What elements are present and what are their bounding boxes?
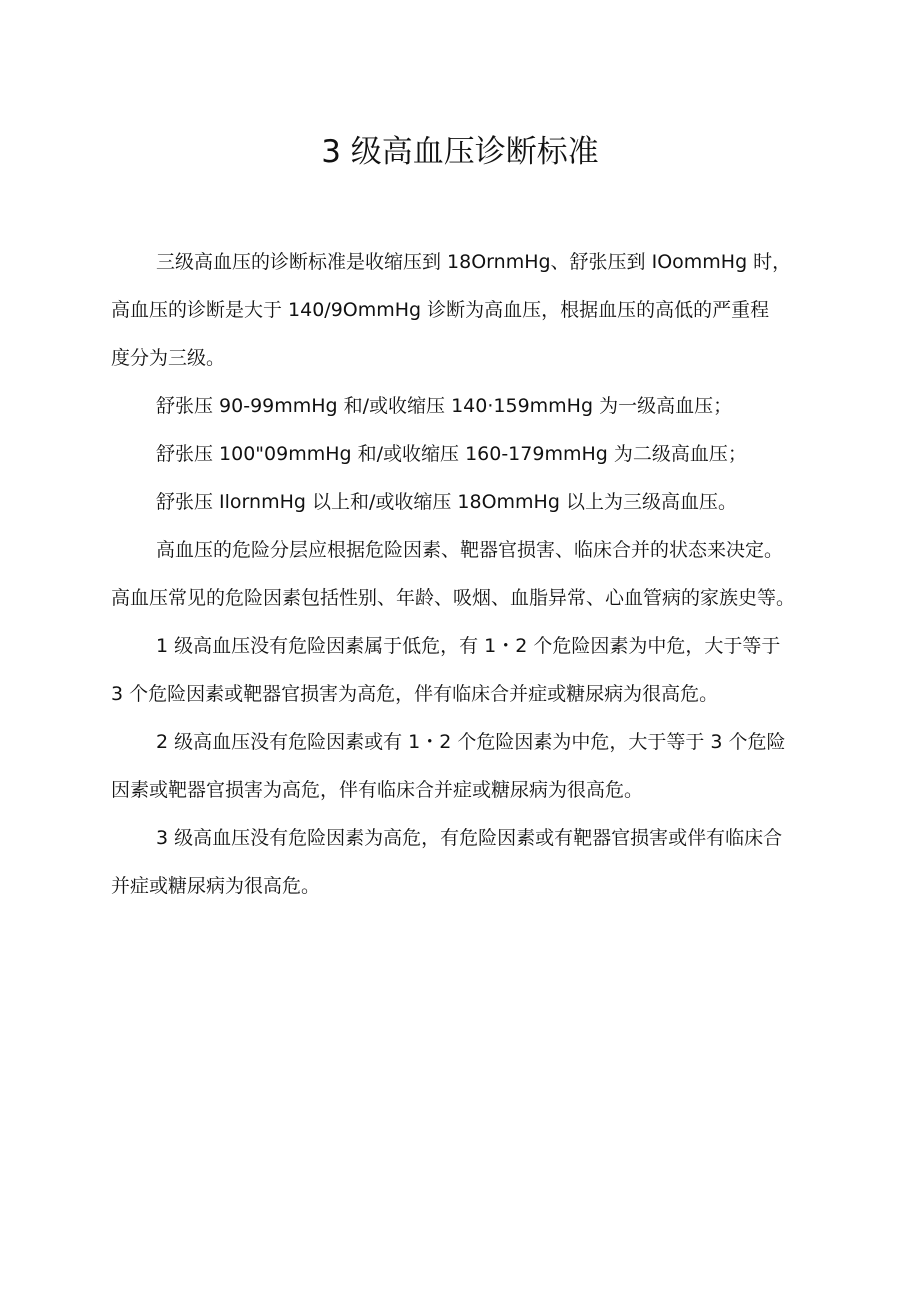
paragraph-line: 1 级高血压没有危险因素属于低危，有 1・2 个危险因素为中危，大于等于 — [156, 635, 781, 657]
paragraph-line: 舒张压 90-99mmHg 和/或收缩压 140·159mmHg 为一级高血压； — [156, 395, 733, 417]
paragraph-line: 3 级高血压没有危险因素为高危，有危险因素或有靶器官损害或伴有临床合 — [156, 827, 783, 849]
paragraph-line: 并症或糖尿病为很高危。 — [111, 875, 321, 897]
paragraph-risk-stratification — [111, 526, 811, 622]
paragraph-grade-3-risk — [111, 814, 811, 910]
paragraph-line: 三级高血压的诊断标准是收缩压到 18OrnmHg、舒张压到 IOommHg 时， — [156, 251, 792, 273]
paragraph-line: 2 级高血压没有危险因素或有 1・2 个危险因素为中危，大于等于 3 个危险 — [156, 731, 786, 753]
paragraph-grade-1-risk — [111, 622, 811, 718]
paragraph-line: 高血压常见的危险因素包括性别、年龄、吸烟、血脂异常、心血管病的家族史等。 — [111, 587, 796, 609]
paragraph-line: 高血压的危险分层应根据危险因素、靶器官损害、临床合并的状态来决定。 — [156, 539, 784, 561]
document-title: 3 级高血压诊断标准 — [321, 134, 599, 170]
paragraph-line: 舒张压 100"09mmHg 和/或收缩压 160-179mmHg 为二级高血压； — [156, 443, 747, 465]
paragraph-grade-1 — [111, 382, 811, 430]
paragraph-diagnosis-criteria — [111, 238, 811, 382]
paragraph-line: 因素或靶器官损害为高危，伴有临床合并症或糖尿病为很高危。 — [111, 779, 644, 801]
document-body — [111, 238, 811, 910]
paragraph-line: 舒张压 IlornmHg 以上和/或收缩压 18OmmHg 以上为三级高血压。 — [156, 491, 737, 513]
paragraph-grade-2-risk — [111, 718, 811, 814]
paragraph-grade-2 — [111, 430, 811, 478]
paragraph-line: 高血压的诊断是大于 140/9OmmHg 诊断为高血压，根据血压的高低的严重程 — [111, 299, 770, 321]
paragraph-line: 3 个危险因素或靶器官损害为高危，伴有临床合并症或糖尿病为很高危。 — [111, 683, 719, 705]
paragraph-line: 度分为三级。 — [111, 347, 226, 369]
paragraph-grade-3 — [111, 478, 811, 526]
